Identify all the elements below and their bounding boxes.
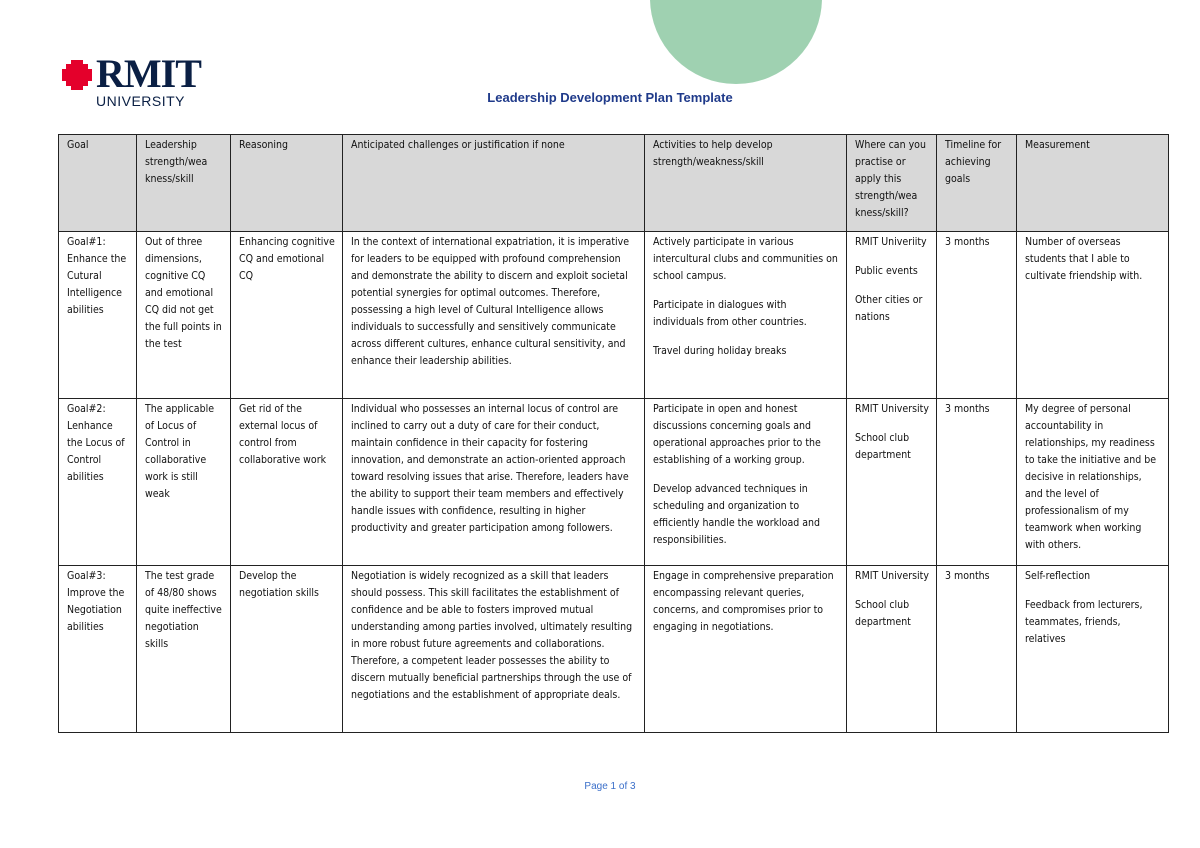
rmit-logo — [62, 51, 222, 109]
cell-challenges: Negotiation is widely recognized as a skill that leaders should possess. This skill facilitates the establishment of confidence and be able to fosters improved mutual understanding among parties involved, ultimately resulting in more robust future agreements and collaborations. Therefore, a competent leader possesses the ability to discern mutually beneficial partnerships through the use of negotiations and the establishment of appropriate deals. — [343, 566, 645, 733]
header-where: Where can you practise or apply this strength/wea kness/skill? — [847, 135, 937, 232]
header-strength: Leadership strength/wea kness/skill — [137, 135, 231, 232]
cell-activities — [645, 399, 847, 566]
rmit-pixel-mark-icon — [62, 60, 92, 90]
cell-measurement — [1017, 566, 1169, 733]
cell-measurement — [1017, 232, 1169, 399]
cell-timeline: 3 months — [937, 232, 1017, 399]
cell-timeline: 3 months — [937, 566, 1017, 733]
measurement-item: Number of overseas students that I able to cultivate friendship with. — [1025, 236, 1143, 282]
header-goal: Goal — [59, 135, 137, 232]
where-item: Other cities or nations — [855, 294, 923, 323]
activity-item: Actively participate in various intercultural clubs and communities on school campus. — [653, 236, 838, 282]
cell-goal: Goal#3: Improve the Negotiation abilities — [59, 566, 137, 733]
table-header-row — [59, 135, 1169, 232]
cell-where — [847, 399, 937, 566]
cell-activities — [645, 232, 847, 399]
measurement-item: Self-reflection — [1025, 570, 1091, 582]
activity-item: Participate in open and honest discussions concerning goals and operational approaches prior to the establishing of a working group. — [653, 403, 821, 466]
activity-item: Engage in comprehensive preparation encompassing relevant queries, concerns, and compromises prior to engaging in negotiations. — [653, 570, 834, 633]
cell-strength: The applicable of Locus of Control in collaborative work is still weak — [137, 399, 231, 566]
cell-reasoning: Develop the negotiation skills — [231, 566, 343, 733]
where-item: School club department — [855, 599, 911, 628]
logo-subtitle: UNIVERSITY — [96, 93, 186, 109]
header-challenges: Anticipated challenges or justification if none — [343, 135, 645, 232]
page-number: Page 1 of 3 — [584, 781, 636, 792]
header-reasoning: Reasoning — [231, 135, 343, 232]
header-timeline: Timeline for achieving goals — [937, 135, 1017, 232]
where-item: Public events — [855, 265, 918, 277]
cell-challenges: Individual who possesses an internal locus of control are inclined to carry out a duty of care for their conduct, maintain confidence in their capacity for fostering innovation, and demonstrate an action-oriented approach toward resolving issues that arise. Therefore, leaders have the ability to support their team members and effectively handle issues with confidence, resulting in higher productivity and greater participation among followers. — [343, 399, 645, 566]
activity-item: Participate in dialogues with individuals from other countries. — [653, 299, 807, 328]
cell-timeline: 3 months — [937, 399, 1017, 566]
logo-wordmark: RMIT — [96, 51, 201, 96]
activity-item: Develop advanced techniques in scheduling and organization to efficiently handle the workload and responsibilities. — [653, 483, 821, 546]
table-row — [59, 232, 1169, 399]
cell-reasoning: Get rid of the external locus of control from collaborative work — [231, 399, 343, 566]
cell-where — [847, 566, 937, 733]
cell-measurement — [1017, 399, 1169, 566]
cell-challenges: In the context of international expatriation, it is imperative for leaders to be equipped with profound comprehension and demonstrate the ability to discern and exploit societal potential synergies for optimal outcomes. Therefore, possessing a high level of Cultural Intelligence allows individuals to successfully and sensitively communicate across different cultures, enhance cultural sensitivity, and enhance their leadership abilities. — [343, 232, 645, 399]
where-item: RMIT Univeriity — [855, 236, 927, 248]
document-title: Leadership Development Plan Template — [487, 90, 733, 105]
table-row — [59, 399, 1169, 566]
activity-item: Travel during holiday breaks — [653, 345, 787, 357]
where-item: RMIT University — [855, 570, 929, 582]
header-activities: Activities to help develop strength/weakness/skill — [645, 135, 847, 232]
where-item: RMIT University — [855, 403, 929, 415]
cell-reasoning: Enhancing cognitive CQ and emotional CQ — [231, 232, 343, 399]
cell-where — [847, 232, 937, 399]
decorative-circle — [650, 0, 822, 84]
cell-activities — [645, 566, 847, 733]
header-measurement: Measurement — [1017, 135, 1169, 232]
cell-goal: Goal#1: Enhance the Cutural Intelligence abilities — [59, 232, 137, 399]
measurement-item: Feedback from lecturers, teammates, friends, relatives — [1025, 599, 1143, 645]
development-plan-table — [58, 134, 1169, 733]
measurement-item: My degree of personal accountability in relationships, my readiness to take the initiative and be decisive in relationships, and the level of professionalism of my teamwork when working with others. — [1025, 403, 1157, 551]
cell-strength: Out of three dimensions, cognitive CQ and emotional CQ did not get the full points in the test — [137, 232, 231, 399]
cell-strength: The test grade of 48/80 shows quite ineffective negotiation skills — [137, 566, 231, 733]
where-item: School club department — [855, 432, 911, 461]
table-row — [59, 566, 1169, 733]
cell-goal: Goal#2: Lenhance the Locus of Control abilities — [59, 399, 137, 566]
